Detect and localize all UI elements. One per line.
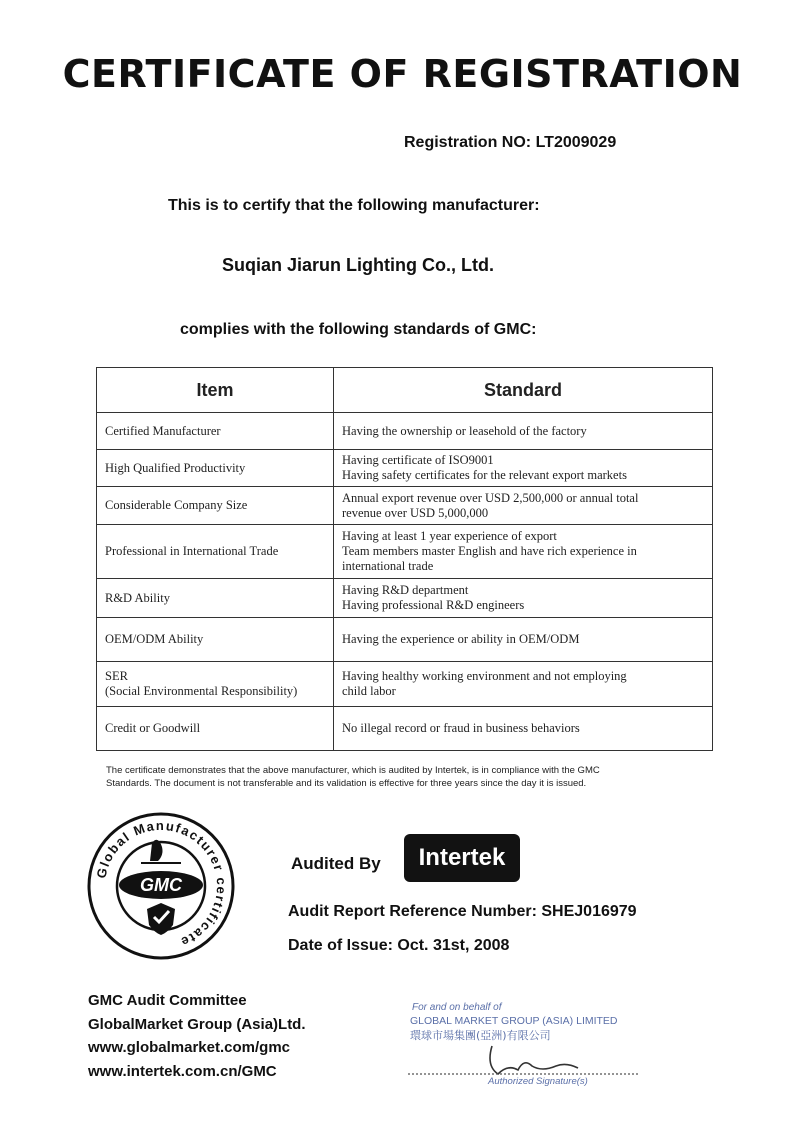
audit-reference xyxy=(288,903,637,921)
row-item-cell xyxy=(97,525,334,579)
row-standard-cell xyxy=(334,450,713,487)
registration-number xyxy=(404,134,616,152)
date-label: Date of Issue: xyxy=(288,937,393,954)
standard-text: international trade xyxy=(342,559,434,573)
item-text: OEM/ODM Ability xyxy=(105,632,204,646)
committee-block xyxy=(88,989,306,1083)
standard-text: Having the ownership or leasehold of the factory xyxy=(342,423,587,438)
row-standard-cell xyxy=(334,618,713,662)
stamp-line-1: For and on behalf of xyxy=(412,1002,502,1013)
standard-text: Having R&D department xyxy=(342,583,469,597)
row-item-cell xyxy=(97,487,334,525)
standard-text: child labor xyxy=(342,684,396,698)
row-standard-cell xyxy=(334,487,713,525)
authorized-signature-label: Authorized Signature(s) xyxy=(488,1076,588,1087)
item-text: High Qualified Productivity xyxy=(105,460,246,475)
standard-text: Having the experience or ability in OEM/ODM xyxy=(342,632,580,646)
intertek-logo: Intertek xyxy=(404,834,520,882)
signature-scribble xyxy=(490,1046,578,1074)
gmc-website-link[interactable]: www.globalmarket.com/gmc xyxy=(88,1039,290,1056)
company-asia-name: GlobalMarket Group (Asia)Ltd. xyxy=(88,1015,306,1033)
item-text: Certified Manufacturer xyxy=(105,423,221,438)
row-item-cell xyxy=(97,662,334,707)
standard-text: Having safety certificates for the relevant export markets xyxy=(342,468,627,482)
table-row xyxy=(97,487,713,525)
row-item-cell xyxy=(97,618,334,662)
footnote-line: The certificate demonstrates that the above manufacturer, which is audited by Intertek, is in compliance with the GMC xyxy=(106,765,600,776)
registration-value: LT2009029 xyxy=(535,134,617,151)
reference-label: Audit Report Reference Number: xyxy=(288,903,537,920)
standards-table xyxy=(96,367,713,751)
certificate-footnote xyxy=(106,764,706,790)
item-text: R&D Ability xyxy=(105,590,170,605)
certificate-title: CERTIFICATE OF REGISTRATION xyxy=(62,52,743,96)
table-row xyxy=(97,618,713,662)
reference-value: SHEJ016979 xyxy=(541,903,637,920)
header-item: Item xyxy=(97,368,334,413)
table-row xyxy=(97,707,713,751)
standard-text: Annual export revenue over USD 2,500,000 or annual total xyxy=(342,490,639,505)
row-standard-cell xyxy=(334,525,713,579)
certify-statement: This is to certify that the following manufacturer: xyxy=(168,197,540,214)
table-row xyxy=(97,525,713,579)
date-value: Oct. 31st, 2008 xyxy=(397,937,510,954)
row-item-cell xyxy=(97,579,334,618)
item-text: (Social Environmental Responsibility) xyxy=(105,684,298,698)
standard-text: Team members master English and have rich experience in xyxy=(342,544,637,558)
table-row xyxy=(97,450,713,487)
registration-label: Registration NO: xyxy=(404,134,532,151)
issue-date xyxy=(288,937,509,955)
seal-gmc-text: GMC xyxy=(140,875,182,895)
table-body xyxy=(97,413,713,751)
table-row xyxy=(97,579,713,618)
standard-text: Having certificate of ISO9001 xyxy=(342,453,494,467)
item-text: SER xyxy=(105,669,128,683)
standard-text: Having at least 1 year experience of export xyxy=(342,529,557,543)
intertek-website-link[interactable]: www.intertek.com.cn/GMC xyxy=(88,1062,277,1080)
table-row xyxy=(97,413,713,450)
gmc-seal-logo xyxy=(86,811,236,961)
footnote-line: Standards. The document is not transferable and its validation is effective for three years since the day it is issued. xyxy=(106,778,587,789)
committee-name: GMC Audit Committee xyxy=(88,992,247,1009)
stamp-line-3: 環球市場集團(亞洲)有限公司 xyxy=(410,1029,551,1042)
audited-by-label: Audited By xyxy=(291,854,381,873)
complies-statement: complies with the following standards of GMC: xyxy=(180,321,537,338)
item-text: Professional in International Trade xyxy=(105,544,279,558)
standard-text: No illegal record or fraud in business behaviors xyxy=(342,721,580,735)
standard-text: Having professional R&D engineers xyxy=(342,598,525,612)
row-standard-cell xyxy=(334,579,713,618)
row-item-cell xyxy=(97,413,334,450)
company-stamp-signature xyxy=(404,998,644,1088)
table-header-row xyxy=(97,368,713,413)
row-standard-cell xyxy=(334,413,713,450)
stamp-line-2: GLOBAL MARKET GROUP (ASIA) LIMITED xyxy=(410,1015,618,1027)
row-standard-cell xyxy=(334,662,713,707)
table-row xyxy=(97,662,713,707)
item-text: Credit or Goodwill xyxy=(105,721,201,735)
item-text: Considerable Company Size xyxy=(105,498,248,512)
company-name: Suqian Jiarun Lighting Co., Ltd. xyxy=(222,255,494,275)
row-item-cell xyxy=(97,450,334,487)
row-item-cell xyxy=(97,707,334,751)
header-standard: Standard xyxy=(334,368,713,413)
standard-text: revenue over USD 5,000,000 xyxy=(342,505,489,520)
seal-ring-text: Global Manufacturer certificate xyxy=(93,817,230,951)
standard-text: Having healthy working environment and not employing xyxy=(342,669,627,683)
row-standard-cell xyxy=(334,707,713,751)
